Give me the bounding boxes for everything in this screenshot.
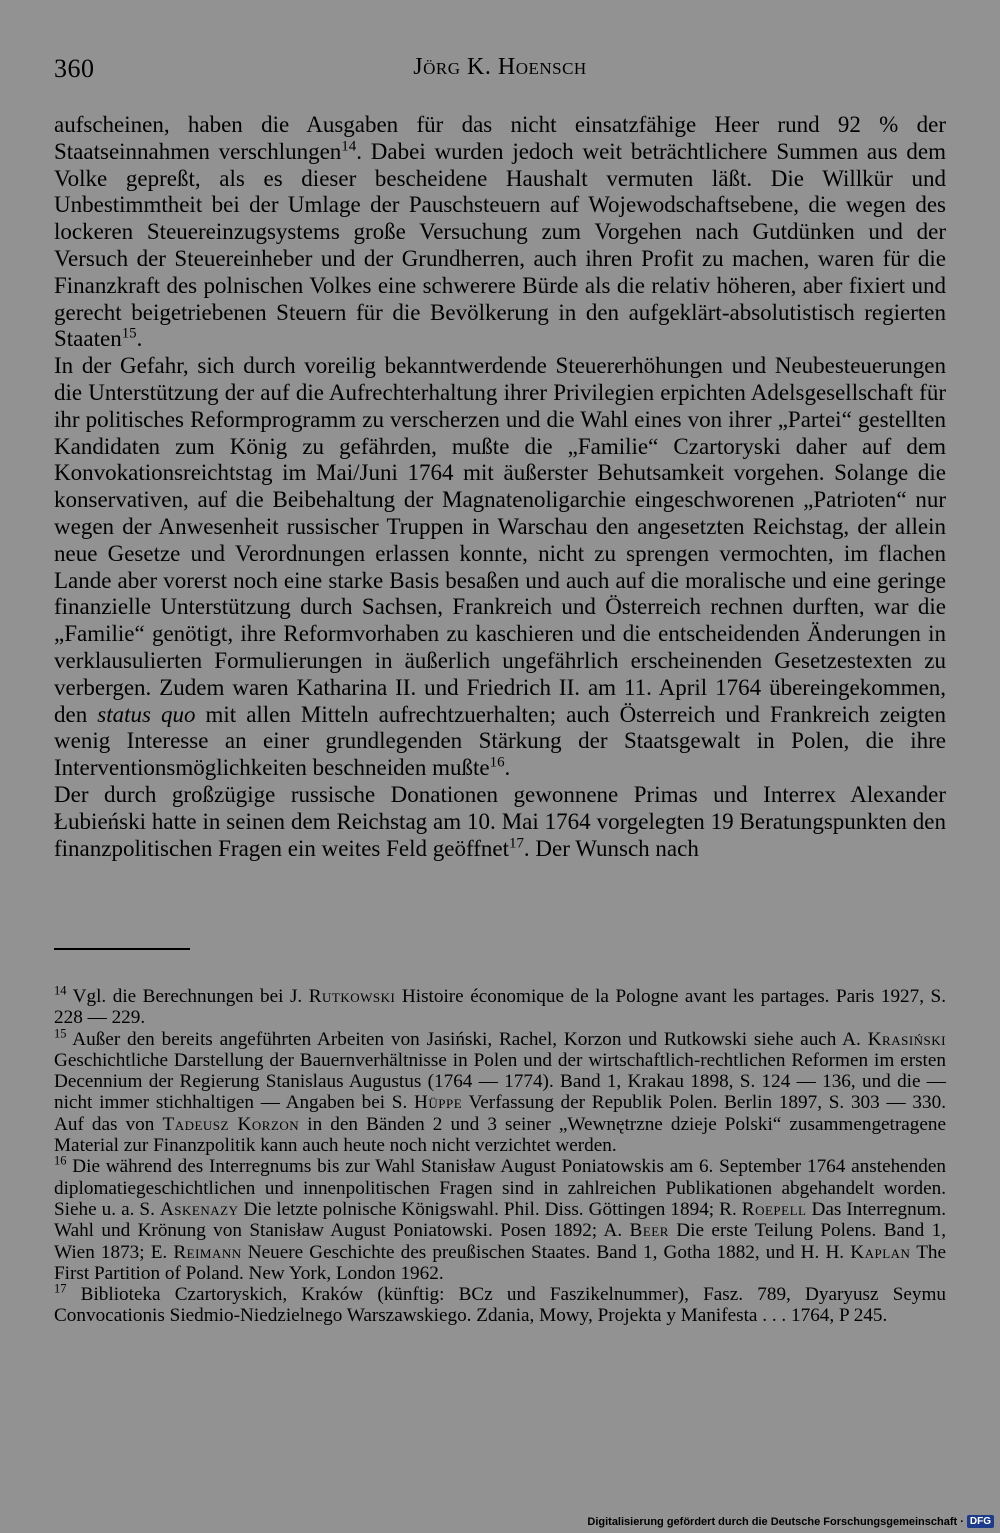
digitization-credit [587, 1515, 994, 1528]
text-run: The First Partition of Poland. New York, London 1962. [54, 1241, 947, 1284]
text-run: mit allen Mitteln aufrechtzuerhalten; auch Österreich und Frankreich zeigten wenig Interesse an einer grundlegenden Stärkung der Staatsgewalt in Polen, die ihre Interventionsmöglichkeiten beschneiden mußte [54, 701, 947, 781]
footnote-ref[interactable]: 16 [489, 754, 505, 771]
text-run: Verfassung der Republik Polen. Berlin 1897, S. 303 — 330. Auf das von [54, 1092, 946, 1135]
text-run: . [136, 326, 143, 352]
text-run: Biblioteka Czartoryskich, Kraków (künftig: BCz und Faszikelnummer), Fasz. 789, Dyaryusz Seymu Convocationis Siedmio-Niedzielnego Warszawskiego. Zdania, Mowy, Projekta y Manifesta . . . 1764, P 245. [54, 1284, 946, 1327]
footnote-ref[interactable]: 14 [341, 138, 357, 155]
text-run: . Dabei wurden jedoch weit beträchtlichere Summen aus dem Volke gepreßt, als es dieser bescheidene Haushalt vermuten läßt. Die Willkür und Unbestimmtheit bei der Umlage der Pauschsteuern auf Wojewodschaftsebene, die wegen des lockeren Steuereinzugsystems große Versuchung zum Vorgehen nach Gutdünken und der Versuch der Steuereinheber und der Grundherren, auch ihren Profit zu machen, waren für die Finanzkraft des polnischen Volkes eine schwerere Bürde als die relativ höheren, aber fixiert und gerecht beigetriebenen Steuern für die Bevölkerung in den aufgeklärt-absolutistisch regierten Staaten [54, 138, 946, 352]
running-head: Jörg K. Hoensch [413, 54, 587, 80]
text-run: Vgl. die Berechnungen bei J. [72, 986, 303, 1007]
paragraph [54, 782, 946, 862]
author-name: Reimann [173, 1241, 242, 1263]
text-run: In der Gefahr, sich durch voreilig bekanntwerdende Steuererhöhungen und Neubesteuerungen die Unterstützung der auf die Aufrechterhaltung ihrer Privilegien erpichten Adelsgesellschaft für ihr politisches Reformprogramm zu verscherzen und die Wahl eines von ihrer „Partei“ gestellten Kandidaten zum König zu gefährden, mußte die „Familie“ Czartoryski daher auf dem Konvokationsreichtstag im Mai/Juni 1764 mit äußerster Behutsamkeit vorgehen. Solange die konservativen, auf die Beibehaltung der Magnatenoligarchie eingeschworenen „Patrioten“ nur wegen der Anwesenheit russischer Truppen in Warschau den angesetzten Reichstag, der allein neue Gesetze und Verordnungen erlassen konnte, nicht zu sprengen vermochten, im flachen Lande aber vorerst noch eine starke Basis besaßen und auch auf die moralische und eine geringe finanzielle Unterstützung durch Sachsen, Frankreich und Österreich rechnen durften, war die „Familie“ genötigt, ihre Reformvorhaben zu kaschieren und die entscheidenden Änderungen in verklausulierten Formulierungen in äußerlich ungefährlich erscheinenden Gesetzestexten zu verbergen. Zudem waren Katharina II. und Friedrich II. am 11. April 1764 übereingekommen, den [54, 353, 946, 727]
text-run: Außer den bereits angeführten Arbeiten von Jasiński, Rachel, Korzon und Rutkowski siehe auch A. [72, 1028, 861, 1050]
text-run: Histoire économique de la Pologne avant les partages. Paris 1927, S. 228 — 229. [54, 986, 947, 1029]
text-run: Das Interregnum. Wahl und Krönung von Stanisław August Poniatowski. Posen 1892; A. [54, 1198, 946, 1242]
text-run: Die erste Teilung Polens. Band 1, Wien 1873; E. [54, 1220, 946, 1263]
text-run: . [504, 755, 511, 781]
footnote-14 [54, 983, 947, 1029]
page-number: 360 [54, 54, 95, 83]
main-text [54, 112, 946, 862]
italic-term: status quo [97, 701, 196, 727]
author-name: Kaplan [850, 1241, 911, 1263]
text-run: . Der Wunsch nach [523, 835, 699, 861]
footnote-number: 15 [54, 1026, 67, 1041]
digitization-credit-text: Digitalisierung gefördert durch die Deutsche Forschungsgemeinschaft · [587, 1515, 964, 1528]
footnote-number: 14 [54, 983, 67, 998]
paragraph [54, 112, 946, 353]
footnote-number: 16 [54, 1153, 67, 1168]
dfg-logo: DFG [967, 1515, 994, 1528]
text-run: in den Bänden 2 und 3 seiner „Wewnętrzne dzieje Polski“ zusammengetragene Material zur Finanzpolitik kann auch heute noch nicht verzichtet werden. [54, 1113, 947, 1157]
text-run: Die letzte polnische Königswahl. Phil. Diss. Göttingen 1894; R. [243, 1198, 737, 1220]
text-run: Die während des Interregnums bis zur Wahl Stanisław August Poniatowskis am 6. September 1764 anstehenden diplomatiegeschichtlichen und innenpolitischen Fragen sind in zahlreichen Publikationen abgehandelt worden. Siehe u. a. S. [54, 1156, 946, 1220]
text-run: aufscheinen, haben die Ausgaben für das nicht einsatzfähige Heer rund 92 % der Staatseinnahmen verschlungen [54, 112, 946, 164]
text-run: Geschichtliche Darstellung der Bauernverhältnisse in Polen und der wirtschaftlich-rechtlichen Reformen im ersten Decennium der Regierung Stanislaus Augustus (1764 — 1774). Band 1, Krakau 1898, S. 124 — 136, und die — nicht immer stichhaltigen — Angaben bei S. [54, 1049, 946, 1114]
author-name: Tadeusz Korzon [162, 1113, 300, 1135]
author-name: Roepell [741, 1198, 807, 1220]
footnote-ref[interactable]: 17 [508, 834, 524, 851]
author-name: Askenazy [159, 1198, 239, 1220]
footnote-divider [54, 948, 190, 950]
text-run: Der durch großzügige russische Donationen gewonnene Primas und Interrex Alexander Łubieński hatte in seinen dem Reichstag am 10. Mai 1764 vorgelegten 19 Beratungspunkten den finanzpolitischen Fragen ein weites Feld geöffnet [54, 781, 946, 861]
footnote-15 [54, 1026, 947, 1157]
author-name: Rutkowski [308, 986, 396, 1007]
footnote-ref[interactable]: 15 [121, 325, 137, 342]
text-run: Neuere Geschichte des preußischen Staates. Band 1, Gotha 1882, und H. H. [247, 1241, 845, 1263]
footnote-16 [54, 1153, 947, 1284]
footnote-number: 17 [54, 1281, 67, 1296]
author-name: Hüppe [414, 1092, 463, 1114]
paragraph [54, 353, 946, 782]
author-name: Krasiński [867, 1028, 946, 1050]
author-name: Beer [629, 1220, 669, 1242]
footnote-17 [54, 1281, 946, 1327]
footnotes [54, 983, 947, 1327]
